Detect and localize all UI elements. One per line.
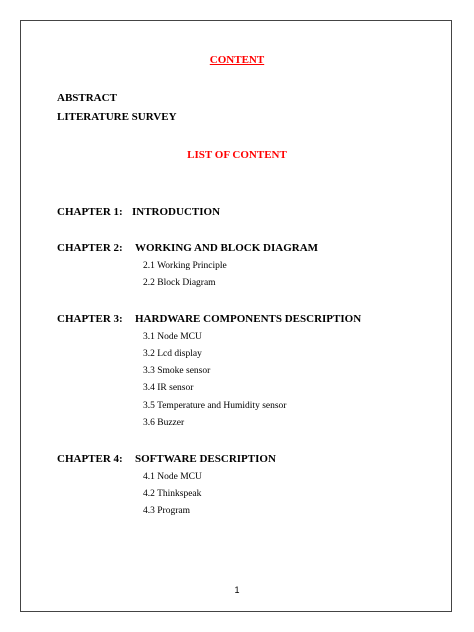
section-item: 2.2 Block Diagram [143, 278, 216, 288]
section-item: 4.3 Program [143, 506, 190, 516]
section-item: 3.1 Node MCU [143, 332, 202, 342]
section-item: 3.6 Buzzer [143, 418, 185, 428]
section-item: 3.4 IR sensor [143, 383, 194, 393]
section-item: 4.2 Thinkspeak [143, 489, 202, 499]
page-number: 1 [234, 585, 240, 595]
chapter-number: CHAPTER 4: [57, 453, 123, 465]
section-item: 3.3 Smoke sensor [143, 366, 211, 376]
chapter-title: HARDWARE COMPONENTS DESCRIPTION [135, 313, 362, 325]
section-item: 2.1 Working Principle [143, 261, 227, 271]
document-title: CONTENT [209, 54, 265, 66]
front-matter-literature-survey: LITERATURE SURVEY [57, 111, 177, 123]
section-item: 4.1 Node MCU [143, 472, 202, 482]
chapter-number: CHAPTER 2: [57, 242, 123, 254]
chapter-title: INTRODUCTION [132, 206, 221, 218]
section-item: 3.5 Temperature and Humidity sensor [143, 401, 287, 411]
list-of-content-heading: LIST OF CONTENT [187, 149, 287, 161]
section-item: 3.2 Lcd display [143, 349, 202, 359]
front-matter-abstract: ABSTRACT [57, 92, 117, 104]
chapter-number: CHAPTER 3: [57, 313, 123, 325]
chapter-title: SOFTWARE DESCRIPTION [135, 453, 276, 465]
chapter-title: WORKING AND BLOCK DIAGRAM [135, 242, 319, 254]
chapter-number: CHAPTER 1: [57, 206, 123, 218]
